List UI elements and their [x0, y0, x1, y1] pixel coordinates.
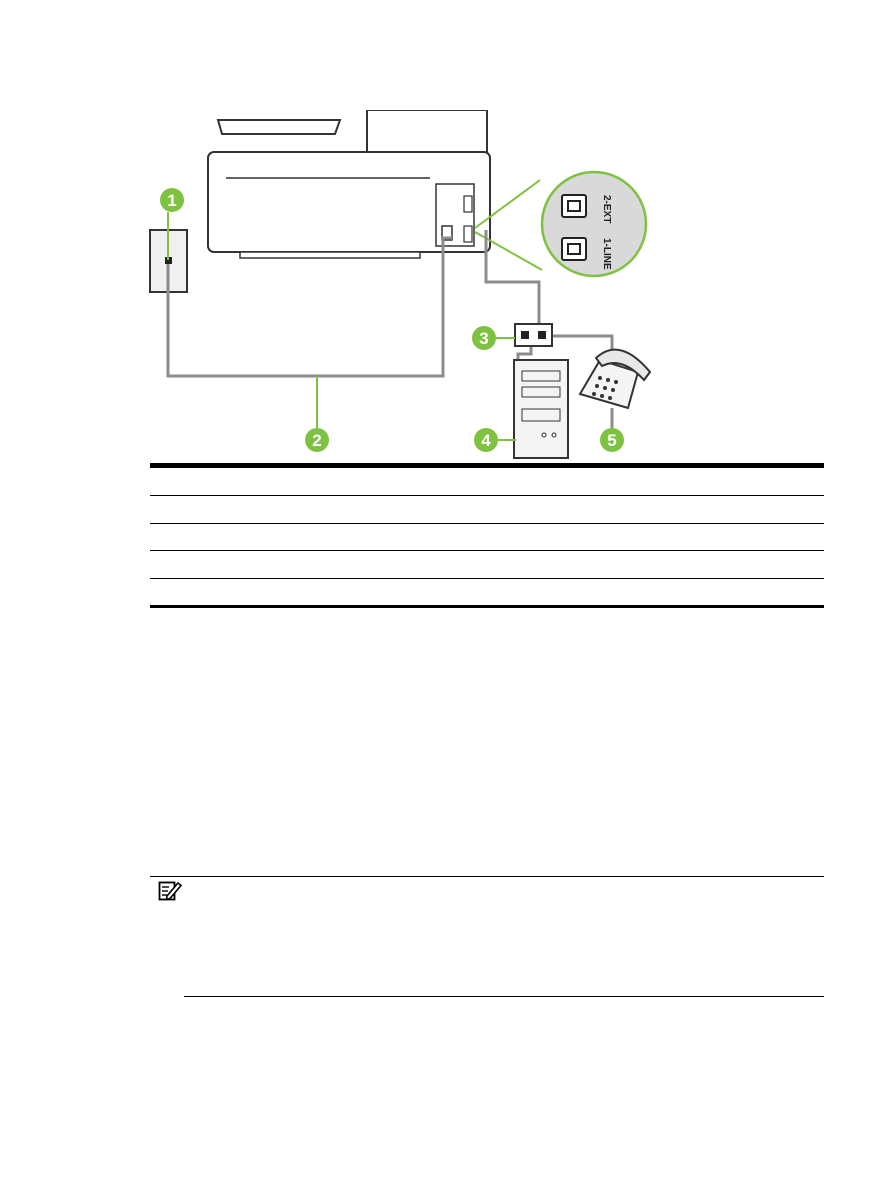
port-zoom-inset — [475, 172, 646, 276]
callout-5 — [600, 428, 624, 452]
table-row-rule — [150, 550, 824, 551]
phone-line-connection-diagram — [130, 110, 660, 460]
svg-text:4: 4 — [481, 431, 491, 450]
line-port-icon — [562, 238, 586, 260]
parallel-splitter — [515, 324, 552, 346]
callout-3 — [472, 326, 496, 350]
note-pencil-icon — [158, 880, 182, 902]
telephone-handset — [580, 350, 650, 428]
note-top-rule — [150, 876, 824, 877]
svg-text:2: 2 — [312, 431, 322, 450]
computer-tower — [514, 360, 568, 458]
table-row-rule — [150, 495, 824, 496]
svg-text:3: 3 — [479, 329, 489, 348]
callout-4 — [474, 428, 498, 452]
note-bottom-rule — [184, 996, 824, 997]
table-row-rule — [150, 578, 824, 579]
callout-2 — [305, 428, 329, 452]
table-row-rule — [150, 523, 824, 524]
svg-text:5: 5 — [607, 431, 617, 450]
table-bottom-rule — [150, 605, 824, 608]
ext-port-icon — [562, 195, 586, 217]
printer-rear-view — [208, 110, 490, 258]
line-port-label: 1-LINE — [601, 238, 612, 270]
ext-port-label: 2-EXT — [601, 195, 612, 224]
svg-text:1: 1 — [167, 191, 177, 210]
callout-1 — [160, 188, 184, 212]
table-top-rule — [150, 463, 824, 468]
